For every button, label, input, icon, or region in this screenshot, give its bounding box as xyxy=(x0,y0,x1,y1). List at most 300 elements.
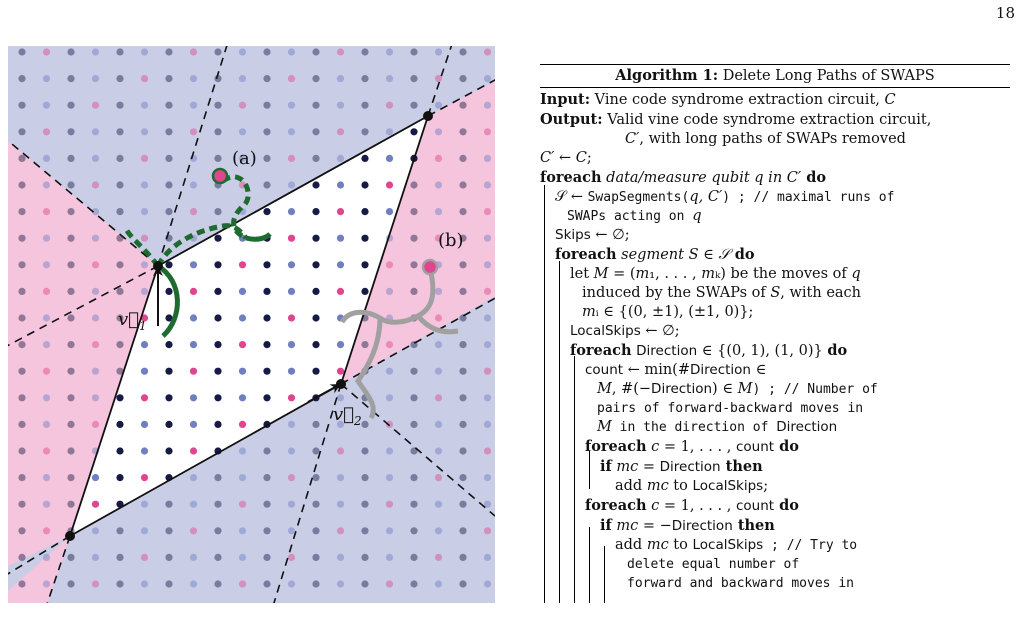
qubit-dot xyxy=(67,235,74,242)
qubit-dot xyxy=(312,421,319,428)
qubit-dot xyxy=(337,580,344,587)
qubit-dot xyxy=(92,235,99,242)
algorithm-token: in the direction of xyxy=(611,420,777,435)
qubit-dot xyxy=(18,341,25,348)
algorithm-line-foreach1 xyxy=(540,168,1010,188)
qubit-dot xyxy=(337,527,344,534)
qubit-dot xyxy=(288,447,295,454)
algorithm-token: data/measure qubit q in C′ xyxy=(601,170,802,186)
qubit-dot xyxy=(141,48,148,55)
qubit-dot xyxy=(18,474,25,481)
qubit-dot xyxy=(435,580,442,587)
qubit-dot xyxy=(92,394,99,401)
qubit-dot xyxy=(190,181,197,188)
qubit-dot xyxy=(337,447,344,454)
algorithm-token: Input: xyxy=(540,91,591,108)
algorithm-token: ∈ xyxy=(751,362,767,378)
qubit-dot xyxy=(484,527,491,534)
qubit-dot xyxy=(288,394,295,401)
qubit-dot xyxy=(43,368,50,375)
qubit-dot xyxy=(43,155,50,162)
qubit-dot xyxy=(361,447,368,454)
qubit-dot xyxy=(288,102,295,109)
qubit-dot xyxy=(92,421,99,428)
qubit-dot xyxy=(116,341,123,348)
qubit-dot xyxy=(141,102,148,109)
qubit-dot xyxy=(288,341,295,348)
qubit-dot xyxy=(263,102,270,109)
qubit-dot xyxy=(214,208,221,215)
qubit-dot xyxy=(67,208,74,215)
qubit-dot xyxy=(410,75,417,82)
algorithm-token: segment S ∈ 𝒮 xyxy=(616,247,730,263)
qubit-dot xyxy=(165,580,172,587)
qubit-dot xyxy=(484,394,491,401)
algorithm-token: ∈ {(0, 1), (1, 0)} xyxy=(697,343,828,359)
algorithm-token: do xyxy=(827,342,848,359)
qubit-dot xyxy=(165,155,172,162)
qubit-dot xyxy=(43,447,50,454)
corner-node xyxy=(336,379,346,389)
qubit-dot xyxy=(239,341,246,348)
qubit-dot xyxy=(312,128,319,135)
qubit-dot xyxy=(288,261,295,268)
qubit-dot xyxy=(410,527,417,534)
algorithm-token: add xyxy=(615,478,647,494)
qubit-dot xyxy=(361,102,368,109)
qubit-dot xyxy=(484,261,491,268)
qubit-dot xyxy=(361,341,368,348)
qubit-dot xyxy=(239,314,246,321)
lattice-figure xyxy=(8,46,495,603)
algorithm-token: then xyxy=(732,517,775,534)
algorithm-token: M xyxy=(737,381,753,397)
qubit-dot xyxy=(337,75,344,82)
qubit-dot xyxy=(337,208,344,215)
qubit-dot xyxy=(92,527,99,534)
qubit-dot xyxy=(165,368,172,375)
qubit-dot xyxy=(116,421,123,428)
qubit-dot xyxy=(410,288,417,295)
qubit-dot xyxy=(92,580,99,587)
qubit-dot xyxy=(214,474,221,481)
qubit-dot xyxy=(435,288,442,295)
qubit-dot xyxy=(239,580,246,587)
qubit-dot xyxy=(410,421,417,428)
qubit-dot xyxy=(190,75,197,82)
qubit-dot xyxy=(116,527,123,534)
algorithm-token: Skips xyxy=(555,227,591,243)
qubit-dot xyxy=(386,181,393,188)
qubit-dot xyxy=(43,527,50,534)
qubit-dot xyxy=(43,421,50,428)
qubit-dot xyxy=(239,102,246,109)
qubit-dot xyxy=(92,261,99,268)
qubit-dot xyxy=(141,394,148,401)
qubit-dot xyxy=(141,554,148,561)
qubit-dot xyxy=(190,394,197,401)
qubit-dot xyxy=(67,261,74,268)
qubit-dot xyxy=(92,48,99,55)
algorithm-token: delete equal number of xyxy=(627,557,800,572)
qubit-dot xyxy=(386,155,393,162)
qubit-dot xyxy=(141,261,148,268)
qubit-dot xyxy=(165,208,172,215)
qubit-dot xyxy=(214,527,221,534)
qubit-dot xyxy=(386,75,393,82)
algorithm-token: m xyxy=(582,304,596,320)
qubit-dot xyxy=(459,341,466,348)
qubit-dot xyxy=(337,181,344,188)
algorithm-token: foreach xyxy=(540,169,602,186)
qubit-dot xyxy=(337,235,344,242)
qubit-dot xyxy=(312,181,319,188)
algorithm-token: c xyxy=(630,459,639,475)
qubit-dot xyxy=(67,314,74,321)
algorithm-token: LocalSkips xyxy=(692,537,764,553)
algorithm-body xyxy=(540,88,1010,593)
qubit-dot xyxy=(214,102,221,109)
qubit-dot xyxy=(263,341,270,348)
qubit-dot xyxy=(92,554,99,561)
qubit-dot xyxy=(386,474,393,481)
qubit-dot xyxy=(67,554,74,561)
algorithm-token: M xyxy=(593,266,609,282)
corner-node xyxy=(423,111,433,121)
qubit-dot xyxy=(361,474,368,481)
qubit-dot xyxy=(263,368,270,375)
algorithm-line-output2 xyxy=(540,130,1010,149)
algorithm-line-skips xyxy=(540,226,1010,245)
qubit-dot xyxy=(312,75,319,82)
algorithm-token: LocalSkips xyxy=(570,323,641,339)
algorithm-title xyxy=(540,65,1010,87)
algorithm-line-swapseg xyxy=(540,188,1010,207)
qubit-dot xyxy=(116,155,123,162)
qubit-dot xyxy=(263,447,270,454)
algorithm-token: m xyxy=(701,266,715,282)
qubit-dot xyxy=(239,474,246,481)
qubit-dot xyxy=(43,580,50,587)
qubit-dot xyxy=(288,314,295,321)
qubit-dot xyxy=(386,368,393,375)
qubit-dot xyxy=(484,447,491,454)
qubit-dot xyxy=(263,527,270,534)
algorithm-line-output xyxy=(540,110,1010,130)
qubit-dot xyxy=(43,554,50,561)
qubit-dot xyxy=(18,580,25,587)
qubit-dot xyxy=(288,474,295,481)
qubit-dot xyxy=(43,235,50,242)
qubit-dot xyxy=(484,208,491,215)
qubit-dot xyxy=(288,48,295,55)
qubit-dot xyxy=(484,554,491,561)
qubit-dot xyxy=(67,421,74,428)
qubit-dot xyxy=(239,261,246,268)
qubit-dot xyxy=(435,368,442,375)
algorithm-token: Valid vine code syndrome extraction circuit, xyxy=(602,112,932,128)
algorithm-token: ᵢ ∈ {(0, ±1), (±1, 0)}; xyxy=(595,304,754,320)
qubit-dot xyxy=(141,421,148,428)
qubit-dot xyxy=(312,580,319,587)
algorithm-token: do xyxy=(801,169,827,186)
qubit-dot xyxy=(435,394,442,401)
qubit-dot xyxy=(239,75,246,82)
qubit-dot xyxy=(386,341,393,348)
qubit-dot xyxy=(263,75,270,82)
algorithm-line-add1 xyxy=(540,477,1010,496)
qubit-dot xyxy=(337,102,344,109)
qubit-dot xyxy=(410,181,417,188)
qubit-dot xyxy=(43,181,50,188)
qubit-dot xyxy=(141,527,148,534)
qubit-dot xyxy=(312,208,319,215)
algorithm-token: Output: xyxy=(540,111,603,128)
algorithm-token: m xyxy=(616,518,631,534)
algorithm-token: C′ ← C xyxy=(540,150,587,166)
qubit-dot xyxy=(43,48,50,55)
qubit-dot xyxy=(435,314,442,321)
algorithm-box xyxy=(540,64,1010,593)
qubit-dot xyxy=(116,102,123,109)
qubit-dot xyxy=(410,580,417,587)
algorithm-token: ) ∈ xyxy=(712,381,738,397)
qubit-dot xyxy=(337,501,344,508)
qubit-dot xyxy=(190,447,197,454)
page-number: 18 xyxy=(995,4,1015,22)
qubit-dot xyxy=(459,208,466,215)
qubit-dot xyxy=(435,102,442,109)
qubit-dot xyxy=(484,288,491,295)
qubit-dot xyxy=(410,368,417,375)
qubit-dot xyxy=(18,421,25,428)
qubit-dot xyxy=(43,208,50,215)
algorithm-token: count xyxy=(585,362,624,378)
qubit-dot xyxy=(484,128,491,135)
algorithm-token: m xyxy=(646,537,661,553)
algorithm-block-bar xyxy=(589,527,590,603)
algorithm-token: if xyxy=(600,458,612,475)
qubit-dot xyxy=(92,368,99,375)
qubit-dot xyxy=(116,447,123,454)
qubit-dot xyxy=(361,554,368,561)
algorithm-block-bar xyxy=(574,356,575,603)
qubit-dot xyxy=(214,235,221,242)
algorithm-line-foreach4 xyxy=(540,437,1010,457)
algorithm-token: = ( xyxy=(608,266,636,282)
qubit-dot xyxy=(312,155,319,162)
qubit-dot xyxy=(116,181,123,188)
qubit-dot xyxy=(43,261,50,268)
qubit-dot xyxy=(337,288,344,295)
algorithm-token: to xyxy=(668,537,693,553)
algorithm-token: ← min(# xyxy=(623,362,690,378)
qubit-dot xyxy=(239,128,246,135)
qubit-dot xyxy=(18,102,25,109)
qubit-dot xyxy=(43,102,50,109)
algorithm-token: = xyxy=(638,459,660,475)
qubit-dot xyxy=(410,102,417,109)
qubit-dot xyxy=(214,580,221,587)
qubit-dot xyxy=(141,288,148,295)
qubit-dot xyxy=(361,235,368,242)
algorithm-line-count3 xyxy=(540,399,1010,418)
qubit-dot xyxy=(116,75,123,82)
algorithm-block-bar xyxy=(544,185,545,603)
algorithm-token: Direction xyxy=(651,381,713,397)
qubit-dot xyxy=(43,314,50,321)
algorithm-line-if2 xyxy=(540,516,1010,536)
qubit-dot xyxy=(43,501,50,508)
qubit-dot xyxy=(386,128,393,135)
qubit-dot xyxy=(116,288,123,295)
qubit-dot xyxy=(435,155,442,162)
qubit-dot xyxy=(18,128,25,135)
qubit-dot xyxy=(214,288,221,295)
qubit-dot xyxy=(43,75,50,82)
qubit-dot xyxy=(141,75,148,82)
algorithm-token: m xyxy=(635,266,650,282)
qubit-dot xyxy=(165,75,172,82)
algorithm-token: let xyxy=(570,266,594,282)
qubit-dot xyxy=(18,235,25,242)
qubit-dot xyxy=(312,474,319,481)
qubit-dot xyxy=(361,208,368,215)
algorithm-token: foreach xyxy=(585,497,647,514)
qubit-dot xyxy=(214,48,221,55)
qubit-dot xyxy=(190,421,197,428)
qubit-dot xyxy=(18,447,25,454)
qubit-dot xyxy=(410,394,417,401)
qubit-dot xyxy=(67,181,74,188)
qubit-dot xyxy=(459,394,466,401)
algorithm-line-count1 xyxy=(540,361,1010,380)
qubit-dot xyxy=(410,554,417,561)
algorithm-line-input xyxy=(540,90,1010,110)
qubit-dot xyxy=(459,181,466,188)
algorithm-line-add2b xyxy=(540,555,1010,574)
qubit-dot xyxy=(116,128,123,135)
qubit-dot xyxy=(116,554,123,561)
qubit-dot xyxy=(288,208,295,215)
qubit-dot xyxy=(239,368,246,375)
qubit-dot xyxy=(18,527,25,534)
qubit-dot xyxy=(190,128,197,135)
qubit-dot xyxy=(263,501,270,508)
algorithm-token: q xyxy=(692,208,702,224)
qubit-dot xyxy=(190,102,197,109)
qubit-dot xyxy=(141,155,148,162)
qubit-dot xyxy=(165,48,172,55)
algorithm-token: ; // Try to xyxy=(763,538,858,553)
qubit-dot xyxy=(435,447,442,454)
qubit-dot xyxy=(361,155,368,162)
qubit-dot xyxy=(18,261,25,268)
qubit-dot xyxy=(337,474,344,481)
corner-node xyxy=(65,531,75,541)
qubit-dot xyxy=(190,501,197,508)
qubit-dot xyxy=(190,288,197,295)
qubit-dot xyxy=(361,527,368,534)
qubit-dot xyxy=(484,368,491,375)
qubit-dot xyxy=(67,341,74,348)
qubit-dot xyxy=(435,554,442,561)
qubit-dot xyxy=(459,580,466,587)
algorithm-token: do xyxy=(774,497,799,514)
algorithm-token: Direction xyxy=(636,343,698,359)
qubit-dot xyxy=(239,394,246,401)
qubit-dot xyxy=(386,261,393,268)
qubit-dot xyxy=(190,208,197,215)
qubit-dot xyxy=(141,368,148,375)
algorithm-token: count xyxy=(735,439,775,455)
qubit-dot xyxy=(67,501,74,508)
qubit-dot xyxy=(337,368,344,375)
qubit-dot xyxy=(459,261,466,268)
qubit-dot xyxy=(190,527,197,534)
marker-a xyxy=(213,169,227,183)
qubit-dot xyxy=(459,102,466,109)
qubit-dot xyxy=(459,474,466,481)
algorithm-token: Vine code syndrome extraction circuit, xyxy=(590,92,885,108)
qubit-dot xyxy=(18,288,25,295)
algorithm-token: then xyxy=(720,458,763,475)
qubit-dot xyxy=(263,155,270,162)
qubit-dot xyxy=(18,181,25,188)
qubit-dot xyxy=(459,501,466,508)
qubit-dot xyxy=(190,474,197,481)
qubit-dot xyxy=(361,288,368,295)
algorithm-token: SWAPs acting on xyxy=(567,209,693,224)
qubit-dot xyxy=(386,527,393,534)
qubit-dot xyxy=(459,155,466,162)
qubit-dot xyxy=(263,128,270,135)
qubit-dot xyxy=(410,235,417,242)
algorithm-token: Direction xyxy=(671,518,733,534)
qubit-dot xyxy=(435,75,442,82)
algorithm-token: S xyxy=(770,285,781,301)
algorithm-token: , #(− xyxy=(611,381,652,397)
algorithm-token: M xyxy=(597,419,612,435)
qubit-dot xyxy=(484,75,491,82)
qubit-dot xyxy=(337,261,344,268)
algorithm-token: SwapSegments( xyxy=(587,190,690,205)
qubit-dot xyxy=(67,474,74,481)
qubit-dot xyxy=(410,48,417,55)
algorithm-token: count xyxy=(735,498,775,514)
qubit-dot xyxy=(116,208,123,215)
qubit-dot xyxy=(214,368,221,375)
algorithm-line-add2 xyxy=(540,536,1010,555)
algorithm-token: , with each xyxy=(780,285,862,301)
qubit-dot xyxy=(361,501,368,508)
qubit-dot xyxy=(239,554,246,561)
algorithm-token: do xyxy=(774,438,799,455)
qubit-dot xyxy=(18,554,25,561)
qubit-dot xyxy=(214,501,221,508)
qubit-dot xyxy=(288,554,295,561)
qubit-dot xyxy=(410,128,417,135)
algorithm-token: c xyxy=(660,537,669,553)
qubit-dot xyxy=(190,368,197,375)
qubit-dot xyxy=(141,447,148,454)
algorithm-block-bar xyxy=(604,546,605,603)
qubit-dot xyxy=(18,208,25,215)
qubit-dot xyxy=(67,394,74,401)
algorithm-token: Direction xyxy=(659,459,721,475)
algorithm-token: q, C′ xyxy=(689,189,723,205)
algorithm-line-let1 xyxy=(540,265,1010,284)
